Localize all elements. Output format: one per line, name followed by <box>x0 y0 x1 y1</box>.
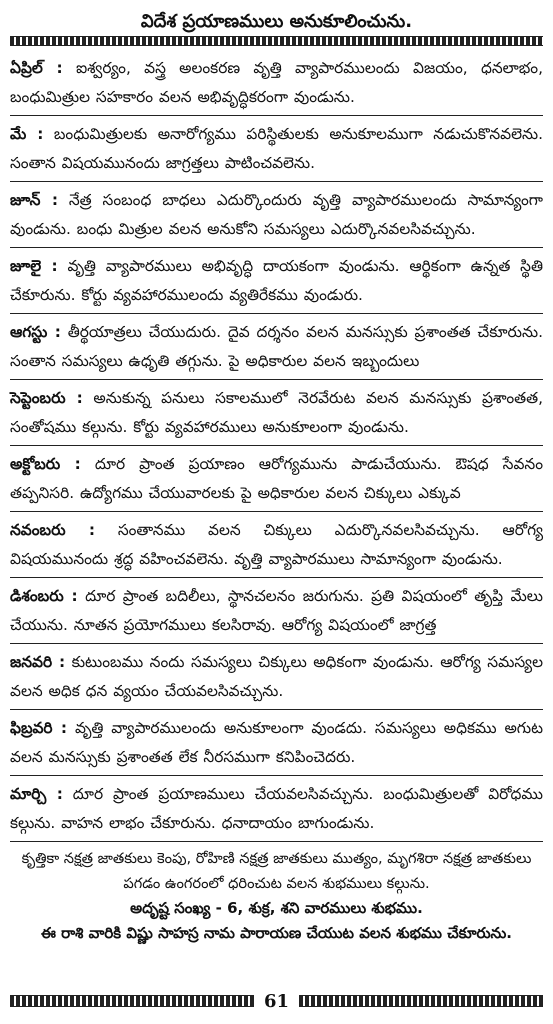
month-entry <box>10 248 543 314</box>
month-entry <box>10 314 543 380</box>
month-entry <box>10 380 543 446</box>
month-label: డిశంబరు : <box>10 587 78 605</box>
month-entry <box>10 116 543 182</box>
month-text: నేత్ర సంబంధ బాధలు ఎదుర్కొందురు వృత్తి వ్యాపారములందు సామాన్యంగా వుండును. బంధు మిత్రుల వలన అనుకోని సమస్యలు ఎదుర్కొనవలసివచ్చును. <box>10 191 543 238</box>
month-entry <box>10 446 543 512</box>
ornamental-divider-left <box>10 995 254 1007</box>
page-number: 61 <box>263 990 290 1012</box>
month-entry <box>10 578 543 644</box>
month-entry <box>10 644 543 710</box>
month-label: ఏప్రిల్ : <box>10 59 63 77</box>
month-label: మార్చి : <box>10 785 63 803</box>
monthly-predictions <box>10 50 543 842</box>
month-text: తీర్థయాత్రలు చేయుదురు. దైవ దర్శనం వలన మనస్సుకు ప్రశాంతత చేకూరును. సంతాన సమస్యలు ఉధృతి తగ్గును. పై అధికారుల వలన ఇబ్బందులు <box>10 323 543 370</box>
month-entry <box>10 512 543 578</box>
month-entry <box>10 50 543 116</box>
month-text: అనుకున్న పనులు సకాలములో నెరవేరుట వలన మనస్సుకు ప్రశాంతత, సంతోషము కల్గును. కోర్టు వ్యవహారములు అనుకూలంగా వుండును. <box>10 389 543 436</box>
month-label: నవంబరు : <box>10 521 95 539</box>
month-text: దూర ప్రాంత ప్రయాణం ఆరోగ్యమును పాడుచేయును. ఔషధ సేవనం తప్పనిసరి. ఉద్యోగము చేయువారలకు పై అధికారుల వలన చిక్కులు ఎక్కువ <box>10 455 544 502</box>
ornamental-divider-right <box>299 995 543 1007</box>
month-label: మే : <box>10 125 44 143</box>
page-title: విదేశ ప్రయాణములు అనుకూలించును. <box>140 11 413 32</box>
ornamental-divider <box>10 36 543 46</box>
remedy-line: ఈ రాశి వారికి విష్ణు సాహస్ర నామ పారాయణ చేయుట వలన శుభము చేకూరును. <box>41 924 512 942</box>
month-label: ఫిబ్రవరి : <box>10 719 68 737</box>
month-text: బంధుమిత్రులకు అనారోగ్యము పరిస్థితులకు అనుకూలముగా నడుచుకొనవలెను. సంతాన విషయమునందు జాగ్రత్తలు పాటించవలెను. <box>10 125 544 172</box>
month-text: దూర ప్రాంత బదిలీలు, స్థానచలనం జరుగును. ప్రతి విషయంలో తృప్తి మేలు చేయును. నూతన ప్రయోగములు కలసిరావు. ఆరోగ్య విషయంలో జాగ్రత్త <box>10 587 543 634</box>
month-text: వృత్తి వ్యాపారములు అభివృద్ధి దాయకంగా వుండును. ఆర్థికంగా ఉన్నత స్థితి చేకూరును. కోర్టు వ్యవహారములందు వ్యతిరేకము వుండురు. <box>10 257 543 304</box>
month-label: జనవరి : <box>10 653 66 671</box>
lucky-number-line: అదృష్ట సంఖ్య - 6, శుక్ర, శని వారములు శుభము. <box>130 899 423 917</box>
month-label: అక్టోబరు : <box>10 455 81 473</box>
gemstone-note: కృత్తికా నక్షత్ర జాతకులు కెంపు, రోహిణి నక్షత్ర జాతకులు ముత్యం, మృగశిరా నక్షత్ర జాతకులు పగడం ఉంగరంలో ధరించుట వలన శుభములు కల్గును. <box>21 850 532 892</box>
month-text: వృత్తి వ్యాపారములందు అనుకూలంగా వుండదు. సమస్యలు అధికము అగుట వలన మనస్సుకు ప్రశాంతత లేక నీరసముగా కనిపించెదరు. <box>10 719 543 766</box>
month-label: జూలై : <box>10 257 58 275</box>
month-text: దూర ప్రాంత ప్రయాణములు చేయవలసివచ్చును. బంధుమిత్రులతో విరోధము కల్గును. వాహన లాభం చేకూరును. ధనాదాయం బాగుండును. <box>10 785 543 832</box>
month-label: ఆగస్టు : <box>10 323 61 341</box>
month-text: ఐశ్వర్యం, వస్త్ర అలంకరణ వృత్తి వ్యాపారములందు విజయం, ధనలాభం, బంధుమిత్రుల సహకారం వలన అభివృద్ధికరంగా వుండును. <box>10 59 544 106</box>
footer <box>10 842 543 946</box>
month-text: కుటుంబము నందు సమస్యలు చిక్కులు అధికంగా వుండును. ఆరోగ్య సమస్యల వలన అధిక ధన వ్యయం చేయవలసివచ్చును. <box>10 653 543 700</box>
month-entry <box>10 182 543 248</box>
month-label: జూన్ : <box>10 191 58 209</box>
page-number-bar <box>10 990 543 1012</box>
month-entry <box>10 710 543 776</box>
month-text: సంతానము వలన చిక్కులు ఎదుర్కొనవలసివచ్చును. ఆరోగ్య విషయమునందు శ్రద్ధ వహించవలెను. వృత్తి వ్యాపారములు సామాన్యంగా వుండును. <box>10 521 544 568</box>
month-label: సెప్టెంబరు : <box>10 389 83 407</box>
month-entry <box>10 776 543 842</box>
